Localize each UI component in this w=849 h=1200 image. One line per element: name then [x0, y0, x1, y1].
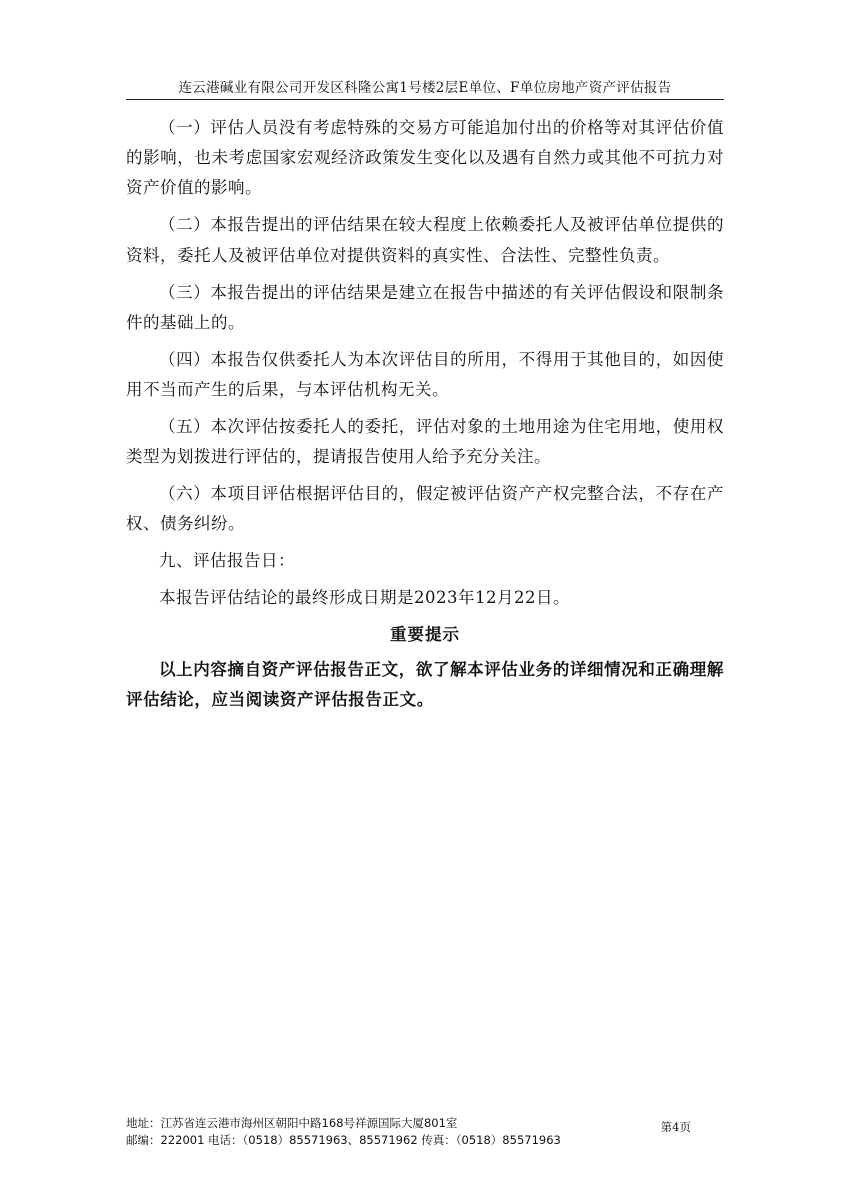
- clause-5: （五）本次评估按委托人的委托，评估对象的土地用途为住宅用地，使用权类型为划拨进行评估的，提请报告使用人给予充分关注。: [126, 417, 724, 467]
- clause-3: （三）本报告提出的评估结果是建立在报告中描述的有关评估假设和限制条件的基础上的。: [126, 282, 724, 332]
- footer-contact: 邮编：222001 电话：（0518）85571963、85571962 传真：（0518）85571963: [126, 1133, 561, 1147]
- report-body: [126, 113, 724, 715]
- footer-address: 地址：江苏省连云港市海州区朝阳中路168号祥源国际大厦801室: [126, 1116, 458, 1130]
- page-footer: [126, 1115, 724, 1149]
- page-number: 第4页: [660, 1120, 691, 1134]
- header-title: 连云港碱业有限公司开发区科隆公寓1号楼2层E单位、F单位房地产资产评估报告: [178, 80, 672, 96]
- clause-4: （四）本报告仅供委托人为本次评估目的所用，不得用于其他目的，如因使用不当而产生的后果，与本评估机构无关。: [126, 349, 724, 400]
- section-heading-report-date: 九、评估报告日：: [159, 551, 295, 571]
- header-divider: [126, 99, 724, 100]
- clause-1: （一）评估人员没有考虑特殊的交易方可能追加付出的价格等对其评估价值的影响，也未考虑国家宏观经济政策发生变化以及遇有自然力或其他不可抗力对资产价值的影响。: [126, 118, 724, 198]
- clause-6: （六）本项目评估根据评估目的，假定被评估资产产权完整合法，不存在产权、债务纠纷。: [126, 484, 724, 534]
- clause-2: （二）本报告提出的评估结果在较大程度上依赖委托人及被评估单位提供的资料，委托人及被评估单位对提供资料的真实性、合法性、完整性负责。: [126, 215, 724, 265]
- notice-heading: 重要提示: [390, 625, 460, 645]
- notice-text: 以上内容摘自资产评估报告正文，欲了解本评估业务的详细情况和正确理解评估结论，应当阅读资产评估报告正文。: [126, 659, 724, 709]
- report-date-statement: 本报告评估结论的最终形成日期是2023年12月22日。: [159, 588, 570, 608]
